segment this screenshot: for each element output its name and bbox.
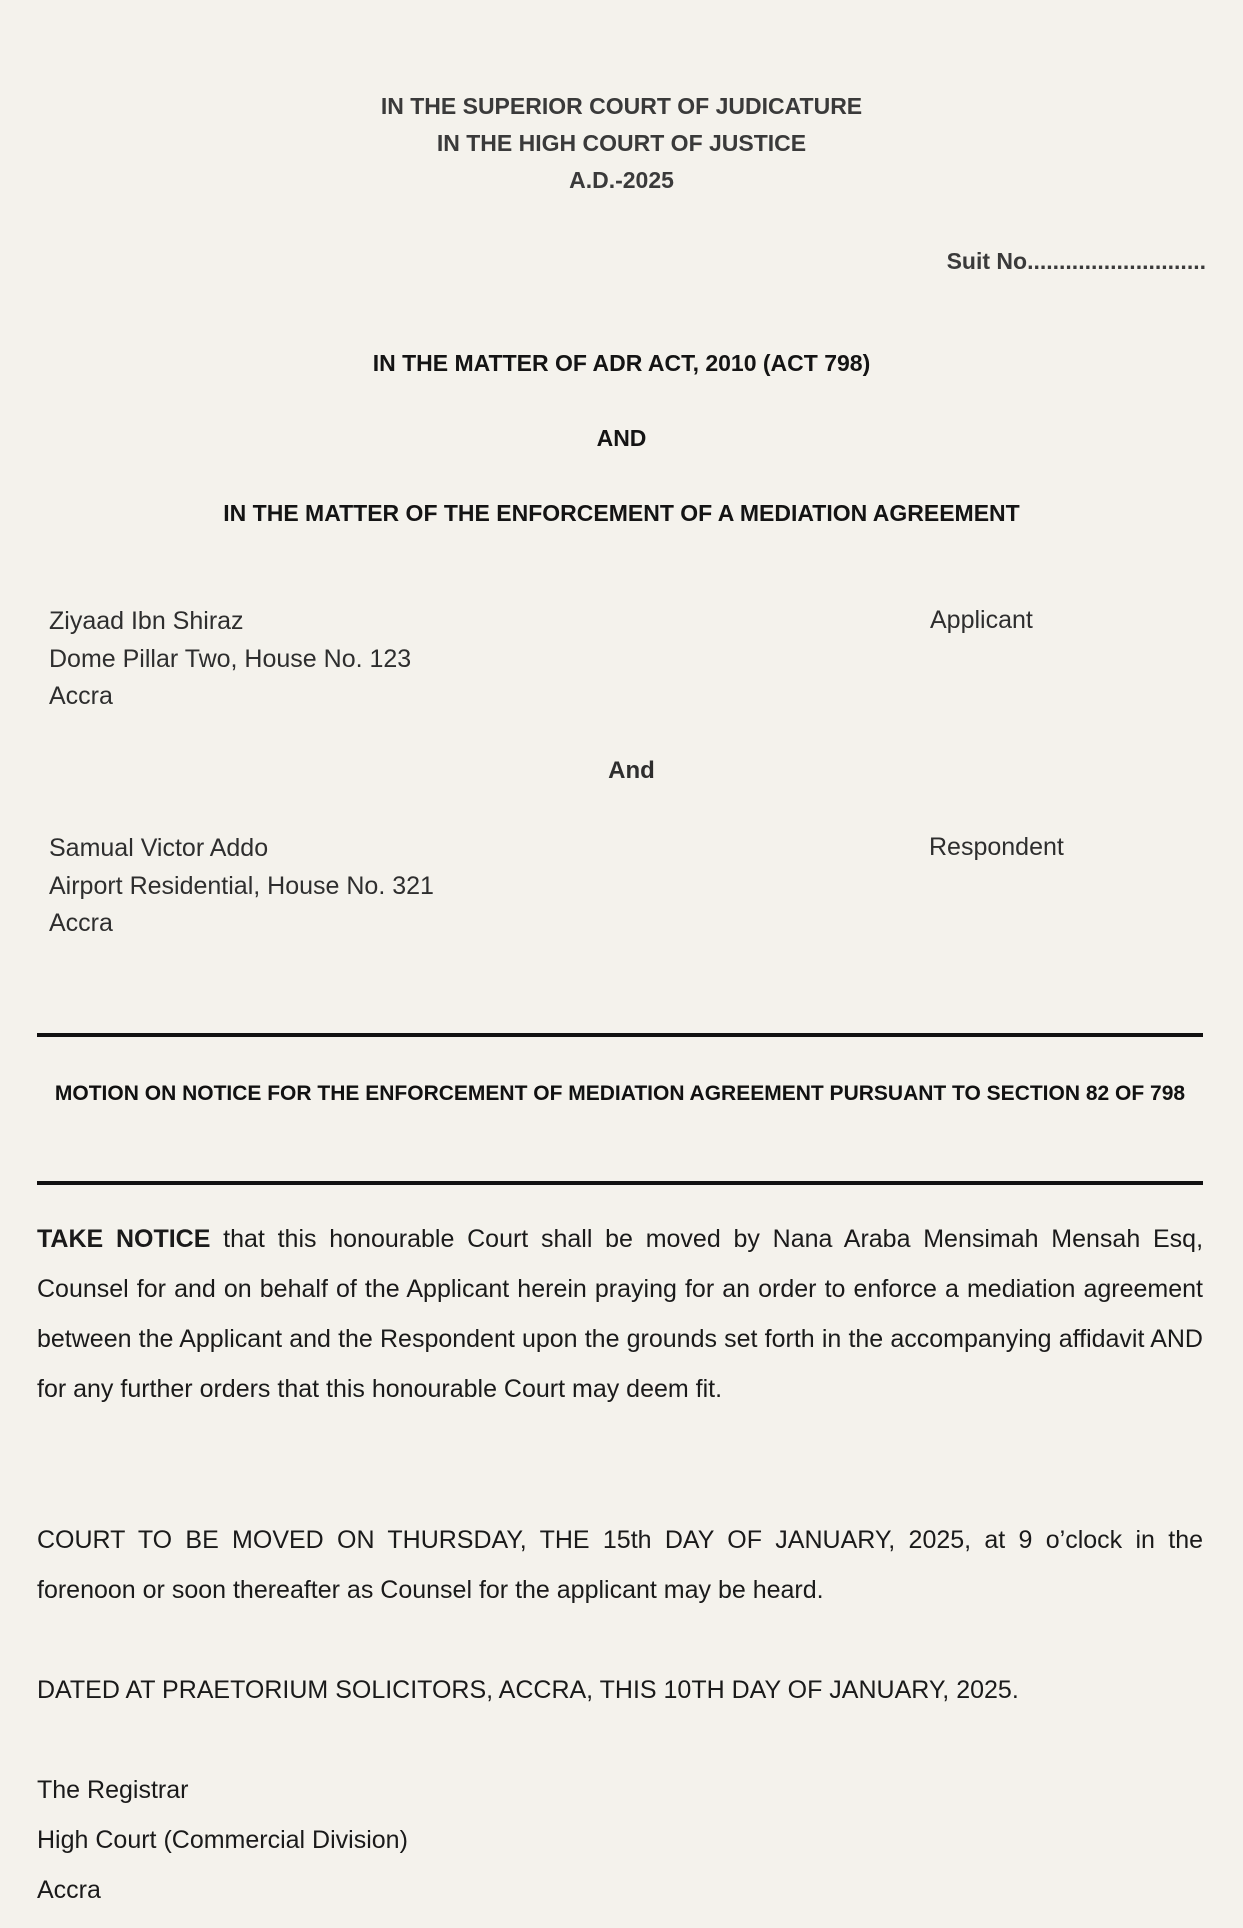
court-year: A.D.-2025 — [569, 167, 674, 193]
court-moved-paragraph: COURT TO BE MOVED ON THURSDAY, THE 15th DAY OF JANUARY, 2025, at 9 o’clock in the forenoon or soon thereafter as Counsel for the applicant may be heard. — [37, 1526, 1203, 1604]
addressee-block — [37, 1765, 408, 1915]
motion-title: MOTION ON NOTICE FOR THE ENFORCEMENT OF MEDIATION AGREEMENT PURSUANT TO SECTION 82 OF 798 — [54, 1082, 1186, 1105]
matter-and: AND — [596, 425, 647, 451]
applicant-address: Dome Pillar Two, House No. 123 — [49, 644, 412, 673]
party-separator: And — [608, 757, 655, 784]
court-header — [0, 88, 1243, 199]
top-divider — [37, 1033, 1203, 1037]
respondent-address: Airport Residential, House No. 321 — [49, 871, 434, 900]
respondent-role: Respondent — [929, 833, 1064, 861]
addressee-court: High Court (Commercial Division) — [37, 1826, 408, 1854]
applicant-block — [49, 603, 411, 716]
bottom-divider — [37, 1181, 1203, 1185]
addressee-title: The Registrar — [37, 1776, 189, 1804]
respondent-name: Samual Victor Addo — [49, 834, 269, 862]
applicant-city: Accra — [49, 682, 113, 710]
applicant-name: Ziyaad Ibn Shiraz — [49, 607, 244, 635]
matter-enforcement: IN THE MATTER OF THE ENFORCEMENT OF A MEDIATION AGREEMENT — [223, 500, 1020, 526]
court-division: IN THE HIGH COURT OF JUSTICE — [436, 130, 807, 156]
suit-number: Suit No............................ — [946, 248, 1206, 274]
respondent-block — [49, 830, 434, 943]
respondent-city: Accra — [49, 909, 113, 937]
applicant-role: Applicant — [930, 606, 1033, 634]
take-notice-text: that this honourable Court shall be moved by Nana Araba Mensimah Mensah Esq, Counsel for and on behalf of the Applicant herein praying for an order to enforce a mediation agreement between the Applicant and the Respondent upon the grounds set forth in the accompanying affidavit AND for any further orders that this honourable Court may deem fit. — [37, 1225, 1204, 1403]
dated-paragraph: DATED AT PRAETORIUM SOLICITORS, ACCRA, THIS 10TH DAY OF JANUARY, 2025. — [37, 1676, 1019, 1704]
addressee-city: Accra — [37, 1876, 101, 1904]
take-notice-paragraph — [37, 1214, 1203, 1414]
matter-act: IN THE MATTER OF ADR ACT, 2010 (ACT 798) — [372, 350, 871, 376]
take-notice-lead: TAKE NOTICE — [37, 1225, 211, 1253]
court-name: IN THE SUPERIOR COURT OF JUDICATURE — [380, 93, 863, 119]
